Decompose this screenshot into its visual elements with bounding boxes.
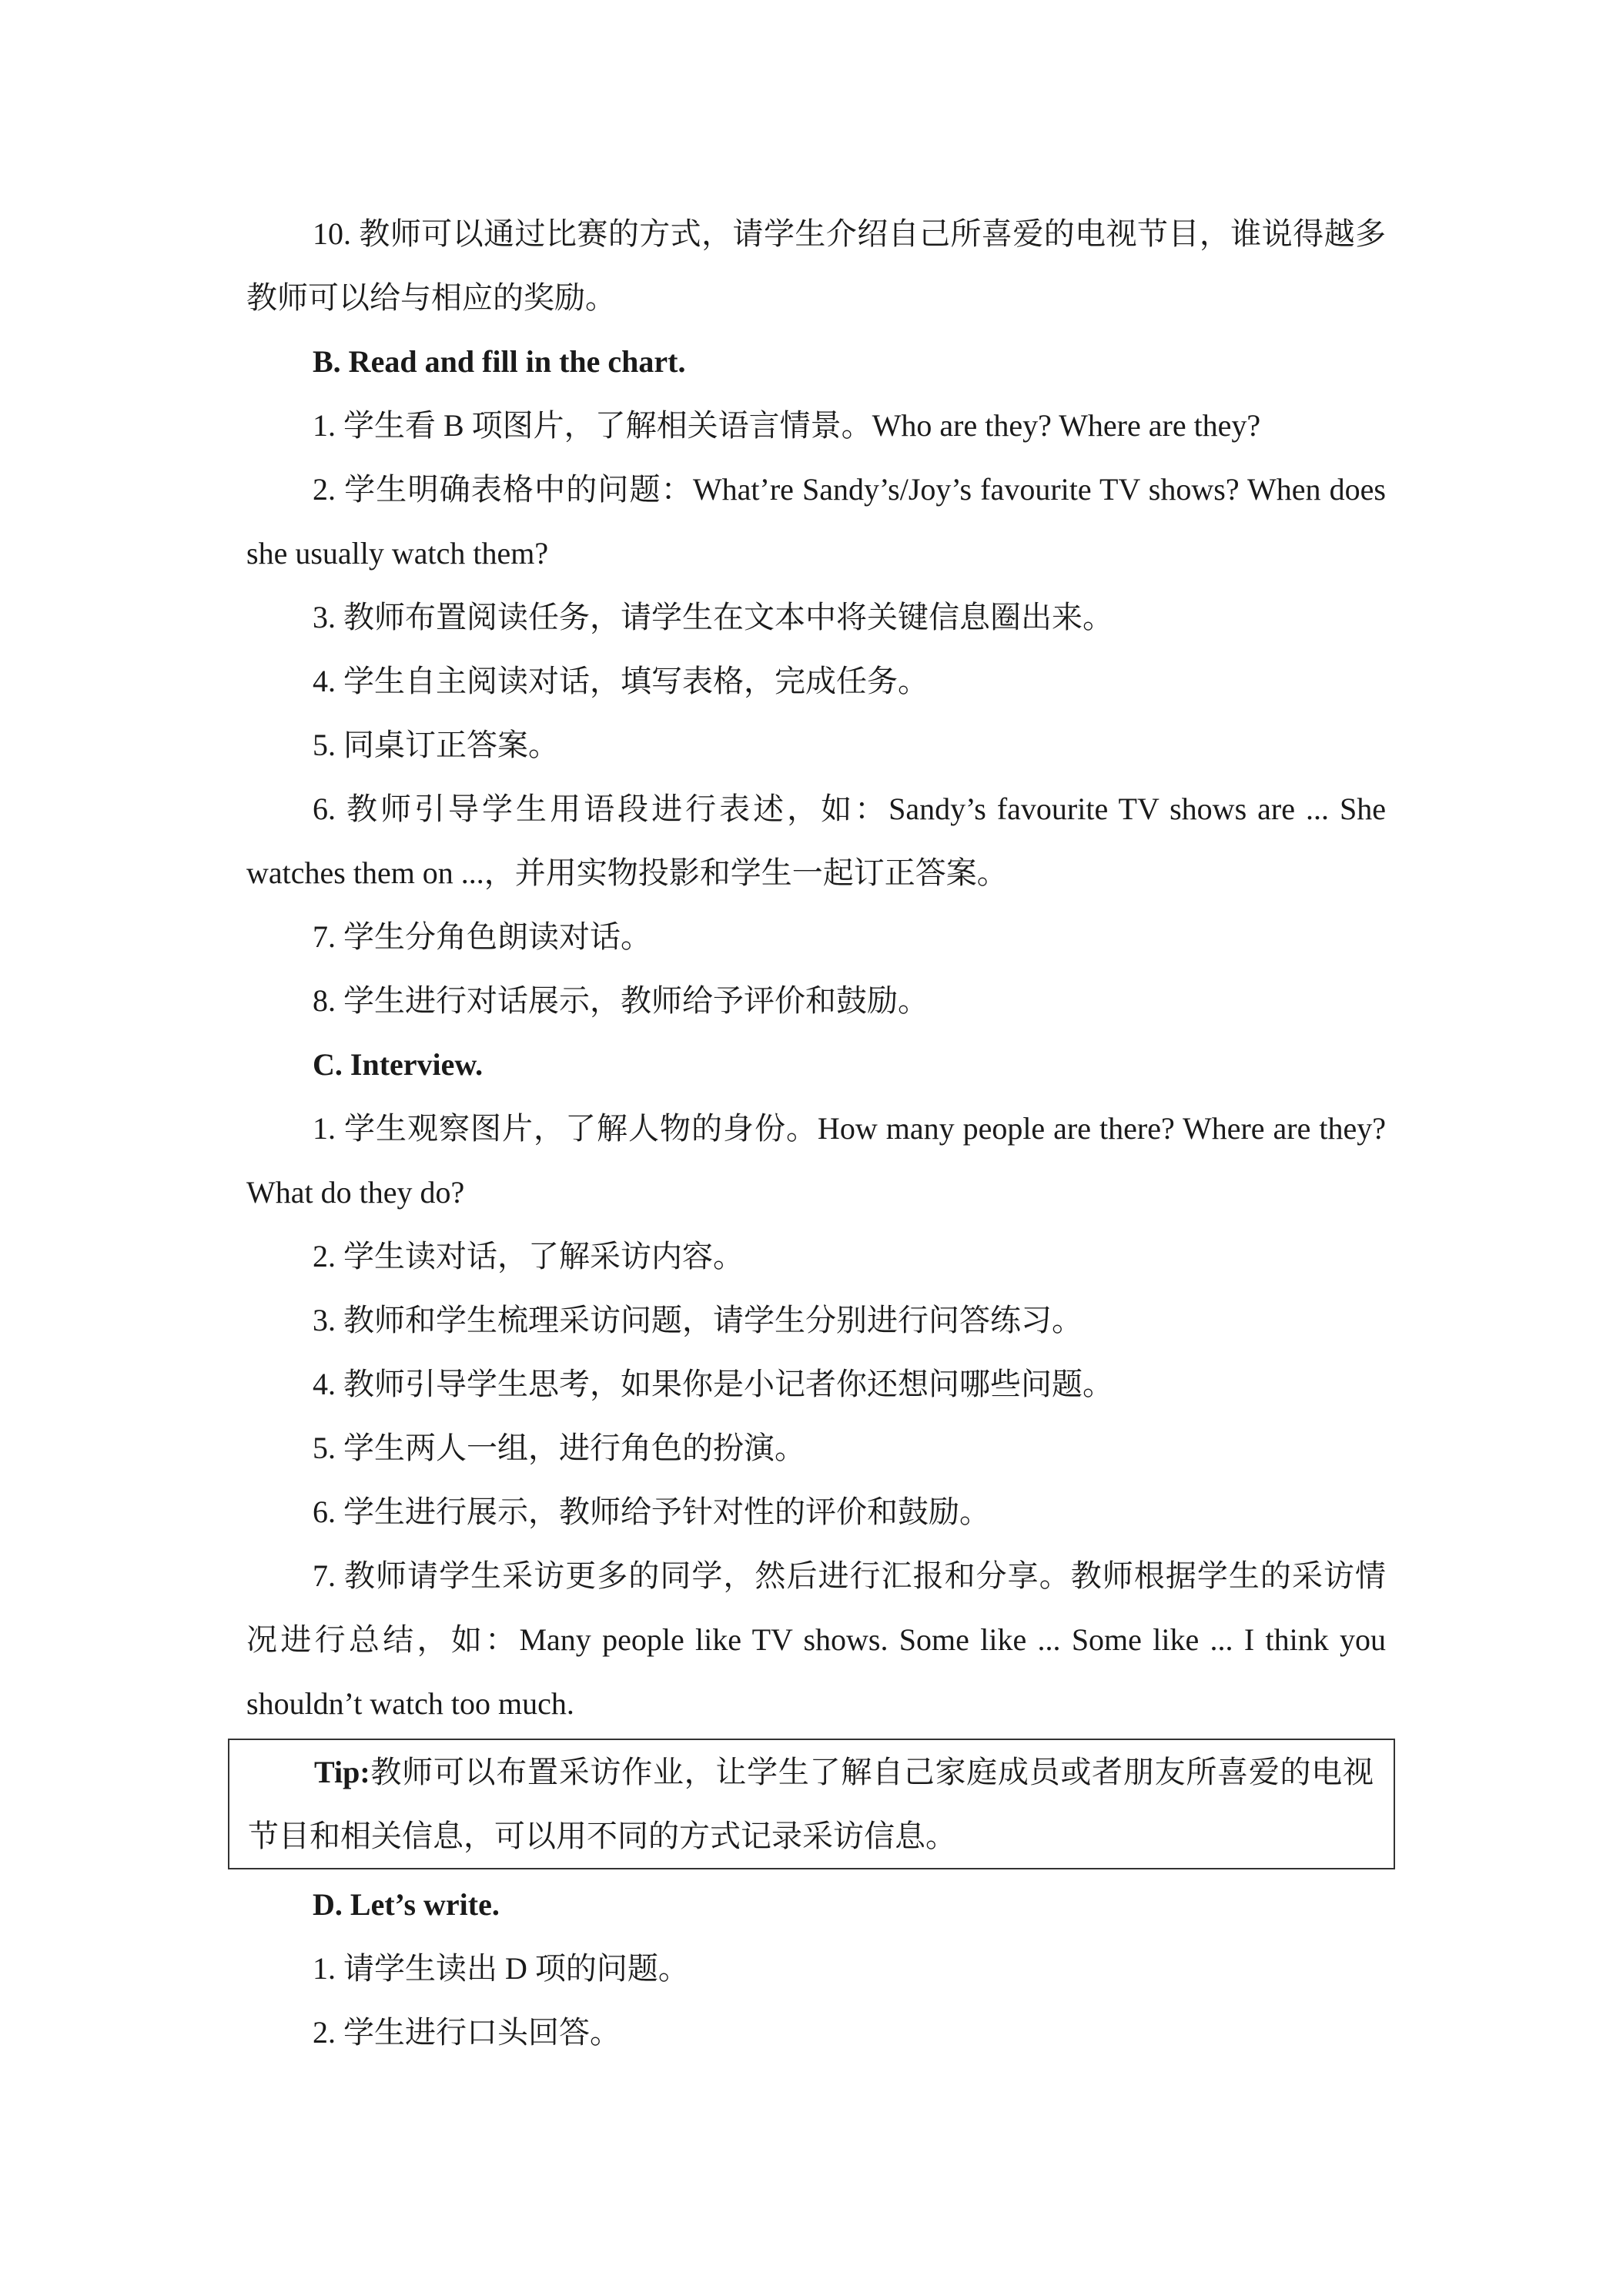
document-page [246, 202, 1386, 2064]
section-c-item-7: 7. 教师请学生采访更多的同学，然后进行汇报和分享。教师根据学生的采访情况进行总结，如：Many people like TV shows. Some like ... Some like ... I think you shouldn’t watch too much. [246, 1558, 1386, 1721]
section-b-item-1: 1. 学生看 B 项图片，了解相关语言情景。Who are they? Where are they? [313, 408, 1261, 443]
section-c-item-2: 2. 学生读对话，了解采访内容。 [313, 1239, 744, 1274]
section-c-item-1: 1. 学生观察图片，了解人物的身份。How many people are there? Where are they? What do they do? [246, 1111, 1386, 1210]
section-b-item-7: 7. 学生分角色朗读对话。 [313, 919, 651, 954]
section-b-item-6: 6. 教师引导学生用语段进行表述，如：Sandy’s favourite TV shows are ... She watches them on ...，并用实物投影和学生一起订正答案。 [246, 792, 1386, 890]
tip-box [228, 1739, 1395, 1869]
section-b-item-2: 2. 学生明确表格中的问题：What’re Sandy’s/Joy’s favourite TV shows? When does she usually watch them? [246, 472, 1386, 571]
section-b-item-3: 3. 教师布置阅读任务，请学生在文本中将关键信息圈出来。 [313, 600, 1113, 634]
tip-text: 教师可以布置采访作业，让学生了解自己家庭成员或者朋友所喜爱的电视节目和相关信息，可以用不同的方式记录采访信息。 [248, 1755, 1374, 1853]
section-c-item-4: 4. 教师引导学生思考，如果你是小记者你还想问哪些问题。 [313, 1367, 1113, 1401]
section-c-item-5: 5. 学生两人一组，进行角色的扮演。 [313, 1431, 805, 1465]
section-c-item-3: 3. 教师和学生梳理采访问题，请学生分别进行问答练习。 [313, 1303, 1083, 1337]
section-c-heading: C. Interview. [313, 1047, 484, 1082]
section-d-item-1: 1. 请学生读出 D 项的问题。 [313, 1951, 689, 1986]
tip-paragraph [248, 1740, 1374, 1868]
paragraph-item-10: 10. 教师可以通过比赛的方式，请学生介绍自己所喜爱的电视节目，谁说得越多教师可以给与相应的奖励。 [246, 216, 1386, 315]
section-b-item-4: 4. 学生自主阅读对话，填写表格，完成任务。 [313, 664, 929, 698]
tip-label: Tip: [314, 1755, 370, 1789]
section-b-item-8: 8. 学生进行对话展示，教师给予评价和鼓励。 [313, 983, 929, 1018]
section-d-item-2: 2. 学生进行口头回答。 [313, 2015, 621, 2050]
section-c-item-6: 6. 学生进行展示，教师给予针对性的评价和鼓励。 [313, 1494, 990, 1529]
section-b-item-5: 5. 同桌订正答案。 [313, 728, 559, 762]
section-b-heading: B. Read and fill in the chart. [313, 344, 686, 379]
section-d-heading: D. Let’s write. [313, 1887, 500, 1922]
